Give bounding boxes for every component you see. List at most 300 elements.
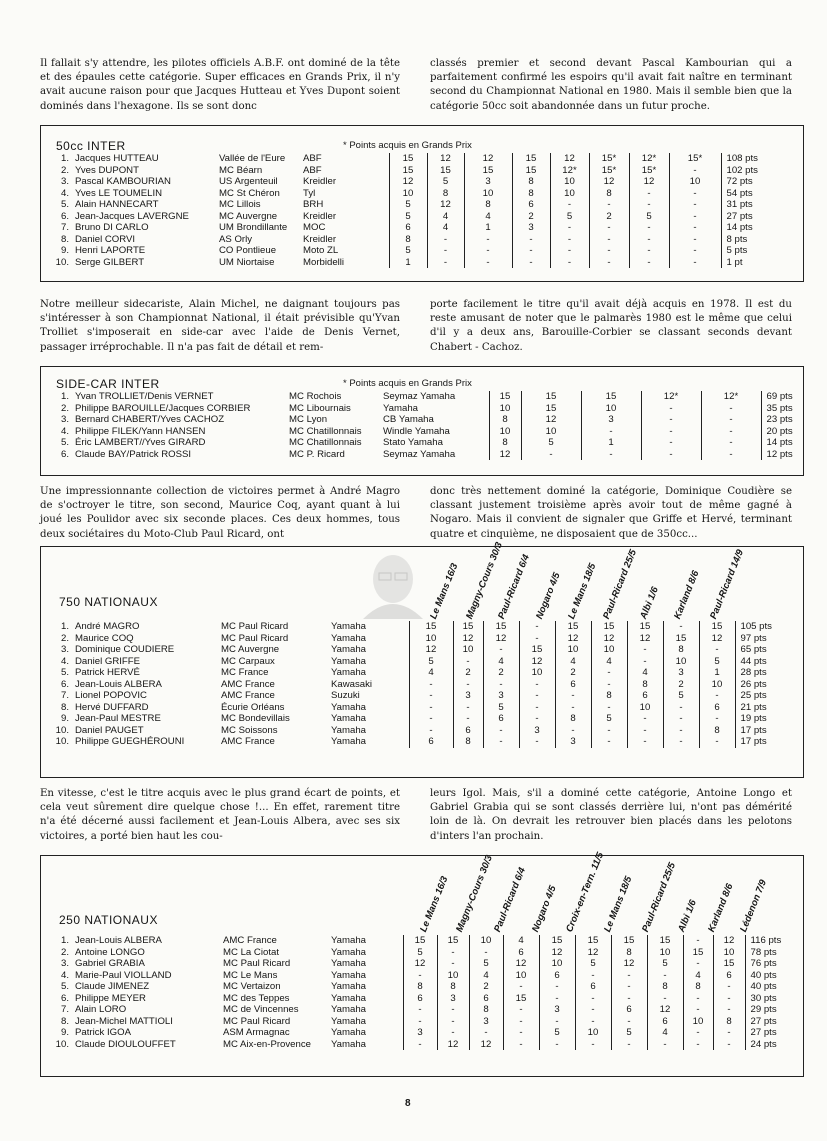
race-header: Karland 8/6	[672, 569, 702, 621]
points-cell: -	[483, 725, 519, 737]
club-cell: MC Chatillonnais	[289, 437, 362, 448]
bike-cell: MOC	[303, 222, 326, 233]
table-row	[51, 1027, 796, 1039]
table-row	[51, 713, 810, 725]
rider-name-cell: Bruno DI CARLO	[75, 222, 149, 233]
club-cell: MC P. Ricard	[289, 448, 345, 460]
points-cell: 12	[713, 935, 745, 947]
points-cell: -	[641, 449, 701, 461]
points-cell: 10	[519, 667, 555, 679]
points-cell: 6	[469, 993, 503, 1005]
table-row	[51, 391, 796, 403]
total-points-cell: 19 pts	[735, 713, 810, 725]
points-cell: 5	[389, 199, 427, 211]
points-cell: 12	[483, 633, 519, 645]
table-row	[51, 644, 810, 656]
points-cell: 10	[489, 426, 521, 438]
club-cell: AMC France	[221, 690, 275, 701]
points-cell: -	[669, 199, 721, 211]
race-header: Nogaro 4/5	[534, 571, 563, 621]
points-cell: 12	[427, 153, 464, 165]
points-cell: -	[539, 1039, 575, 1051]
points-cell: -	[575, 1039, 611, 1051]
rider-name-cell: Serge GILBERT	[75, 256, 145, 268]
club-cell: MC Paul Ricard	[221, 632, 289, 644]
points-cell: 3	[453, 690, 483, 702]
points-cell: 8	[437, 981, 469, 993]
rank-cell: 8.	[60, 233, 69, 245]
points-cell: 15	[663, 633, 699, 645]
points-cell: -	[647, 970, 683, 982]
table-row	[51, 234, 796, 246]
table-row	[51, 679, 810, 691]
bike-cell: BRH	[303, 199, 324, 210]
total-points-cell: 20 pts	[761, 426, 796, 438]
club-cell: Vallée de l'Eure	[219, 153, 286, 164]
points-cell: -	[519, 702, 555, 714]
rider-name-cell: Pascal KAMBOURIAN	[75, 176, 171, 187]
points-cell: -	[683, 1004, 713, 1016]
bike-cell: Yamaha	[331, 667, 367, 678]
rider-name-cell: Jean-Michel MATTIOLI	[75, 1015, 173, 1027]
points-cell: -	[453, 656, 483, 668]
total-points-cell: 102 pts	[721, 165, 796, 177]
total-points-cell: 23 pts	[761, 414, 796, 426]
bike-cell: Suzuki	[331, 690, 360, 701]
bike-cell: Yamaha	[331, 713, 367, 724]
points-cell: 15	[489, 391, 521, 403]
points-cell: 1	[464, 222, 512, 234]
grand-prix-note: * Points acquis en Grands Prix	[343, 140, 472, 151]
points-cell: 12*	[701, 391, 761, 403]
points-cell: -	[409, 713, 453, 725]
table-row	[51, 165, 796, 177]
points-cell: 15	[699, 621, 735, 633]
rider-name-cell: Jean-Jacques LAVERGNE	[75, 210, 189, 222]
rider-name-cell: Jacques HUTTEAU	[75, 153, 159, 164]
table-row	[51, 690, 810, 702]
points-cell: -	[701, 437, 761, 449]
points-cell: 6	[539, 970, 575, 982]
table-row	[51, 449, 796, 461]
points-cell: -	[629, 222, 669, 234]
table-row	[51, 257, 796, 269]
points-cell: -	[581, 449, 641, 461]
club-cell: MC Le Mans	[223, 969, 278, 981]
points-cell: -	[550, 245, 589, 257]
points-cell: -	[663, 725, 699, 737]
club-cell: MC de Vincennes	[223, 1004, 299, 1015]
points-cell: -	[453, 713, 483, 725]
rank-cell: 10.	[55, 1038, 69, 1050]
rank-cell: 6.	[60, 448, 69, 460]
points-cell: 15*	[669, 153, 721, 165]
race-header: Paul-Ricard 25/5	[640, 861, 678, 934]
rider-name-cell: Daniel GRIFFE	[75, 655, 141, 667]
club-cell: MC Auvergne	[219, 210, 278, 222]
points-cell: 10	[581, 403, 641, 415]
points-cell: 8	[512, 176, 550, 188]
points-cell: 4	[683, 970, 713, 982]
points-cell: 15	[539, 935, 575, 947]
points-cell: 8	[713, 1016, 745, 1028]
points-cell: 10	[489, 403, 521, 415]
club-cell: MC St Chéron	[219, 187, 280, 199]
points-cell: -	[713, 993, 745, 1005]
points-cell: -	[453, 702, 483, 714]
points-cell: 8	[489, 437, 521, 449]
points-cell: -	[539, 981, 575, 993]
points-cell: -	[629, 234, 669, 246]
club-cell: ASM Armagnac	[223, 1027, 290, 1038]
points-cell: 15	[519, 644, 555, 656]
table-row	[51, 211, 796, 223]
points-cell: 15	[575, 935, 611, 947]
points-cell: 10	[437, 970, 469, 982]
bike-cell: Yamaha	[331, 1038, 367, 1050]
points-cell: 6	[483, 713, 519, 725]
points-cell: 4	[483, 656, 519, 668]
points-cell: 5	[575, 958, 611, 970]
race-header: Karland 8/6	[706, 882, 736, 934]
total-points-cell: 26 pts	[735, 679, 810, 691]
rider-name-cell: Patrick HERVÉ	[75, 667, 140, 678]
points-cell: -	[403, 970, 437, 982]
points-cell: 4	[591, 656, 627, 668]
total-points-cell: 12 pts	[761, 449, 796, 461]
points-cell: -	[629, 199, 669, 211]
total-points-cell: 27 pts	[745, 1016, 796, 1028]
points-cell: 15	[683, 947, 713, 959]
club-cell: MC Bondevillais	[221, 713, 290, 724]
points-cell: -	[683, 1039, 713, 1051]
table-250-nationaux	[40, 850, 804, 1077]
points-cell: -	[483, 679, 519, 691]
rank-cell: 3.	[60, 176, 69, 187]
total-points-cell: 30 pts	[745, 993, 796, 1005]
points-cell: -	[701, 403, 761, 415]
points-cell: 5	[389, 245, 427, 257]
points-cell: -	[519, 736, 555, 748]
rank-cell: 2.	[60, 402, 69, 414]
points-cell: 6	[389, 222, 427, 234]
points-cell: 10	[464, 188, 512, 200]
rank-cell: 9.	[60, 245, 69, 256]
points-cell: -	[663, 621, 699, 633]
points-cell: 15	[521, 403, 581, 415]
points-cell: 10	[627, 702, 663, 714]
points-cell: 3	[512, 222, 550, 234]
points-cell: 6	[453, 725, 483, 737]
points-cell: 8	[427, 188, 464, 200]
total-points-cell: 27 pts	[745, 1027, 796, 1039]
points-cell: 5	[591, 713, 627, 725]
points-cell: 15*	[589, 153, 629, 165]
points-cell: 12	[589, 176, 629, 188]
table-title: 50cc INTER	[56, 139, 126, 153]
points-cell: 12	[503, 958, 539, 970]
total-points-cell: 8 pts	[721, 234, 796, 246]
total-points-cell: 17 pts	[735, 725, 810, 737]
points-cell: 3	[519, 725, 555, 737]
points-cell: -	[503, 1027, 539, 1039]
points-cell: 3	[483, 690, 519, 702]
rider-name-cell: Dominique COUDIERE	[75, 644, 175, 655]
bike-cell: CB Yamaha	[383, 414, 434, 425]
points-cell: 12	[591, 633, 627, 645]
bike-cell: Yamaha	[331, 1027, 367, 1038]
points-cell: -	[663, 736, 699, 748]
points-cell: 12	[403, 958, 437, 970]
points-cell: -	[437, 1004, 469, 1016]
bike-cell: Yamaha	[331, 958, 367, 969]
points-cell: -	[627, 644, 663, 656]
points-cell: -	[550, 222, 589, 234]
table-row	[51, 981, 796, 993]
race-header: Magny-Cours 30/3	[454, 853, 495, 934]
points-cell: 15	[627, 621, 663, 633]
points-cell: -	[555, 725, 591, 737]
bike-cell: ABF	[303, 153, 322, 164]
250-text-right: leurs Igol. Mais, s'il a dominé cette catégorie, Antoine Longo et Gabriel Grabia qui se sont classés derrière lui, n'ont pas démérité loin de là. On devrait les retrouver bien placés dans les pelotons d'inters l'an prochain.	[430, 788, 792, 842]
points-cell: 10	[555, 644, 591, 656]
points-cell: -	[669, 257, 721, 269]
points-cell: -	[464, 234, 512, 246]
points-cell: -	[699, 713, 735, 725]
points-cell: -	[641, 437, 701, 449]
rank-cell: 10.	[55, 256, 69, 268]
bike-cell: Yamaha	[331, 981, 367, 992]
bike-cell: Yamaha	[331, 724, 367, 736]
points-cell: 10	[699, 679, 735, 691]
club-cell: MC Carpaux	[221, 655, 275, 667]
rider-name-cell: Philippe FILEK/Yann HANSEN	[75, 425, 206, 437]
rank-cell: 8.	[60, 701, 69, 713]
page-number: 8	[405, 1098, 411, 1109]
points-cell: 2	[512, 211, 550, 223]
points-cell: -	[641, 414, 701, 426]
rank-cell: 3.	[60, 644, 69, 655]
points-cell: 5	[611, 1027, 647, 1039]
rank-cell: 1.	[60, 621, 69, 632]
points-cell: -	[427, 257, 464, 269]
points-cell: 8	[555, 713, 591, 725]
points-cell: -	[503, 1004, 539, 1016]
rider-name-cell: Hervé DUFFARD	[75, 701, 149, 713]
rider-photo	[343, 549, 441, 619]
total-points-cell: 44 pts	[735, 656, 810, 668]
club-cell: AMC France	[221, 736, 275, 747]
points-cell: -	[519, 690, 555, 702]
race-header: Albi 1/6	[638, 585, 661, 621]
points-cell: -	[669, 245, 721, 257]
bike-cell: Yamaha	[331, 621, 367, 632]
total-points-cell: 65 pts	[735, 644, 810, 656]
points-cell: 5	[647, 958, 683, 970]
points-cell: -	[550, 257, 589, 269]
points-cell: 2	[453, 667, 483, 679]
points-cell: 15*	[629, 165, 669, 177]
points-cell: -	[699, 690, 735, 702]
race-header: Paul-Ricard 6/4	[496, 552, 532, 621]
points-cell: 15	[389, 165, 427, 177]
points-cell: -	[512, 234, 550, 246]
points-cell: 10	[550, 176, 589, 188]
points-cell: 3	[663, 667, 699, 679]
points-cell: -	[503, 981, 539, 993]
points-cell: -	[469, 947, 503, 959]
points-cell: 15	[427, 165, 464, 177]
points-cell: 15	[403, 935, 437, 947]
points-cell: -	[591, 736, 627, 748]
results-table	[51, 935, 796, 1050]
points-cell: 4	[464, 211, 512, 223]
points-cell: 6	[699, 702, 735, 714]
race-header: Le Mans 16/3	[428, 561, 461, 621]
club-cell: MC Soissons	[221, 724, 278, 736]
points-cell: 10	[521, 426, 581, 438]
rider-name-cell: Philippe MEYER	[75, 992, 146, 1004]
points-cell: 10	[647, 947, 683, 959]
rank-cell: 2.	[60, 946, 69, 958]
points-cell: 10	[453, 644, 483, 656]
total-points-cell: 108 pts	[721, 153, 796, 165]
total-points-cell: 40 pts	[745, 981, 796, 993]
rank-cell: 9.	[60, 1027, 69, 1038]
points-cell: -	[555, 690, 591, 702]
points-cell: 8	[512, 188, 550, 200]
points-cell: -	[575, 1016, 611, 1028]
rank-cell: 1.	[60, 391, 69, 402]
table-row	[51, 414, 796, 426]
points-cell: -	[683, 958, 713, 970]
points-cell: 2	[483, 667, 519, 679]
total-points-cell: 1 pt	[721, 257, 796, 269]
bike-cell: Seymaz Yamaha	[383, 391, 456, 402]
results-table	[51, 621, 810, 748]
points-cell: 15	[503, 993, 539, 1005]
club-cell: MC Paul Ricard	[223, 958, 291, 969]
club-cell: US Argenteuil	[219, 176, 278, 187]
points-cell: 15	[483, 621, 519, 633]
race-header: Lédenon 7/9	[738, 878, 770, 934]
rank-cell: 10.	[55, 736, 69, 747]
bike-cell: Kawasaki	[331, 678, 373, 690]
points-cell: 15	[521, 391, 581, 403]
total-points-cell: 35 pts	[761, 403, 796, 415]
table-row	[51, 621, 810, 633]
total-points-cell: 76 pts	[745, 958, 796, 970]
total-points-cell: 27 pts	[721, 211, 796, 223]
table-row	[51, 702, 810, 714]
points-cell: 10	[575, 1027, 611, 1039]
table-row	[51, 736, 810, 748]
points-cell: -	[519, 621, 555, 633]
points-cell: 2	[469, 981, 503, 993]
points-cell: -	[403, 1004, 437, 1016]
club-cell: UM Brondillante	[219, 222, 288, 233]
race-header: Paul-Ricard 14/9	[708, 548, 746, 621]
bike-cell: ABF	[303, 164, 322, 176]
table-title: 750 NATIONAUX	[59, 595, 158, 609]
points-cell: -	[464, 245, 512, 257]
bike-cell: Kreidler	[303, 233, 337, 245]
race-header: Magny-Cours 30/3	[464, 540, 505, 621]
points-cell: 4	[427, 211, 464, 223]
rider-name-cell: Yvan TROLLIET/Denis VERNET	[75, 391, 214, 402]
points-cell: 10	[539, 958, 575, 970]
total-points-cell: 25 pts	[735, 690, 810, 702]
points-cell: -	[519, 713, 555, 725]
club-cell: MC Aix-en-Provence	[223, 1038, 311, 1050]
points-cell: -	[469, 1027, 503, 1039]
750-text-left: Une impressionnante collection de victoires permet à André Magro de s'octroyer le titre, son second, Maurice Coq, ayant quant à lui joué les Poulidor avec six seconde places. Ces deux hommes, tous deux sociétaires du Moto-Club Paul Ricard, ont	[40, 486, 400, 540]
points-cell: -	[699, 644, 735, 656]
club-cell: MC La Ciotat	[223, 946, 279, 958]
table-title: SIDE-CAR INTER	[56, 377, 160, 391]
750-text-right: donc très nettement dominé la catégorie, Dominique Coudière se classant justement troisième après avoir tout de même gagné à Nogaro. Mais il convient de signaler que Griffe et Hervé, terminant quatre et cinquième, ne disposaient que de 350cc...	[430, 486, 792, 540]
rider-name-cell: Philippe GUEGHÉROUNI	[75, 736, 185, 747]
table-row	[51, 426, 796, 438]
points-cell: 8	[403, 981, 437, 993]
points-cell: 12	[453, 633, 483, 645]
total-points-cell: 78 pts	[745, 947, 796, 959]
points-cell: 8	[699, 725, 735, 737]
points-cell: -	[512, 257, 550, 269]
bike-cell: Yamaha	[331, 992, 367, 1004]
club-cell: MC Béarn	[219, 164, 263, 176]
points-cell: -	[519, 679, 555, 691]
points-cell: -	[409, 702, 453, 714]
rider-name-cell: Yves DUPONT	[75, 164, 139, 176]
table-row	[51, 993, 796, 1005]
points-cell: 12	[489, 449, 521, 461]
rank-cell: 5.	[60, 437, 69, 448]
club-cell: MC Chatillonnais	[289, 425, 362, 437]
club-cell: AMC France	[223, 935, 277, 946]
points-cell: 12	[437, 1039, 469, 1051]
points-cell: 15	[555, 621, 591, 633]
points-cell: -	[683, 1027, 713, 1039]
table-row	[51, 188, 796, 200]
table-row	[51, 1004, 796, 1016]
bike-cell: Moto ZL	[303, 245, 339, 256]
club-cell: AMC France	[221, 678, 275, 690]
points-cell: -	[589, 245, 629, 257]
points-cell: 4	[647, 1027, 683, 1039]
rank-cell: 7.	[60, 222, 69, 233]
points-cell: -	[521, 449, 581, 461]
rider-name-cell: Yves LE TOUMELIN	[75, 187, 163, 199]
points-cell: -	[647, 1039, 683, 1051]
points-cell: -	[611, 993, 647, 1005]
points-cell: -	[629, 245, 669, 257]
bike-cell: Yamaha	[331, 644, 367, 655]
points-cell: -	[669, 211, 721, 223]
table-row	[51, 199, 796, 211]
table-row	[51, 1016, 796, 1028]
points-cell: -	[519, 633, 555, 645]
points-cell: 8	[647, 981, 683, 993]
bike-cell: Yamaha	[331, 736, 367, 747]
points-cell: 8	[589, 188, 629, 200]
club-cell: MC Paul Ricard	[221, 621, 289, 632]
points-cell: -	[701, 449, 761, 461]
points-cell: 4	[555, 656, 591, 668]
table-row	[51, 725, 810, 737]
points-cell: -	[641, 403, 701, 415]
points-cell: 15	[591, 621, 627, 633]
